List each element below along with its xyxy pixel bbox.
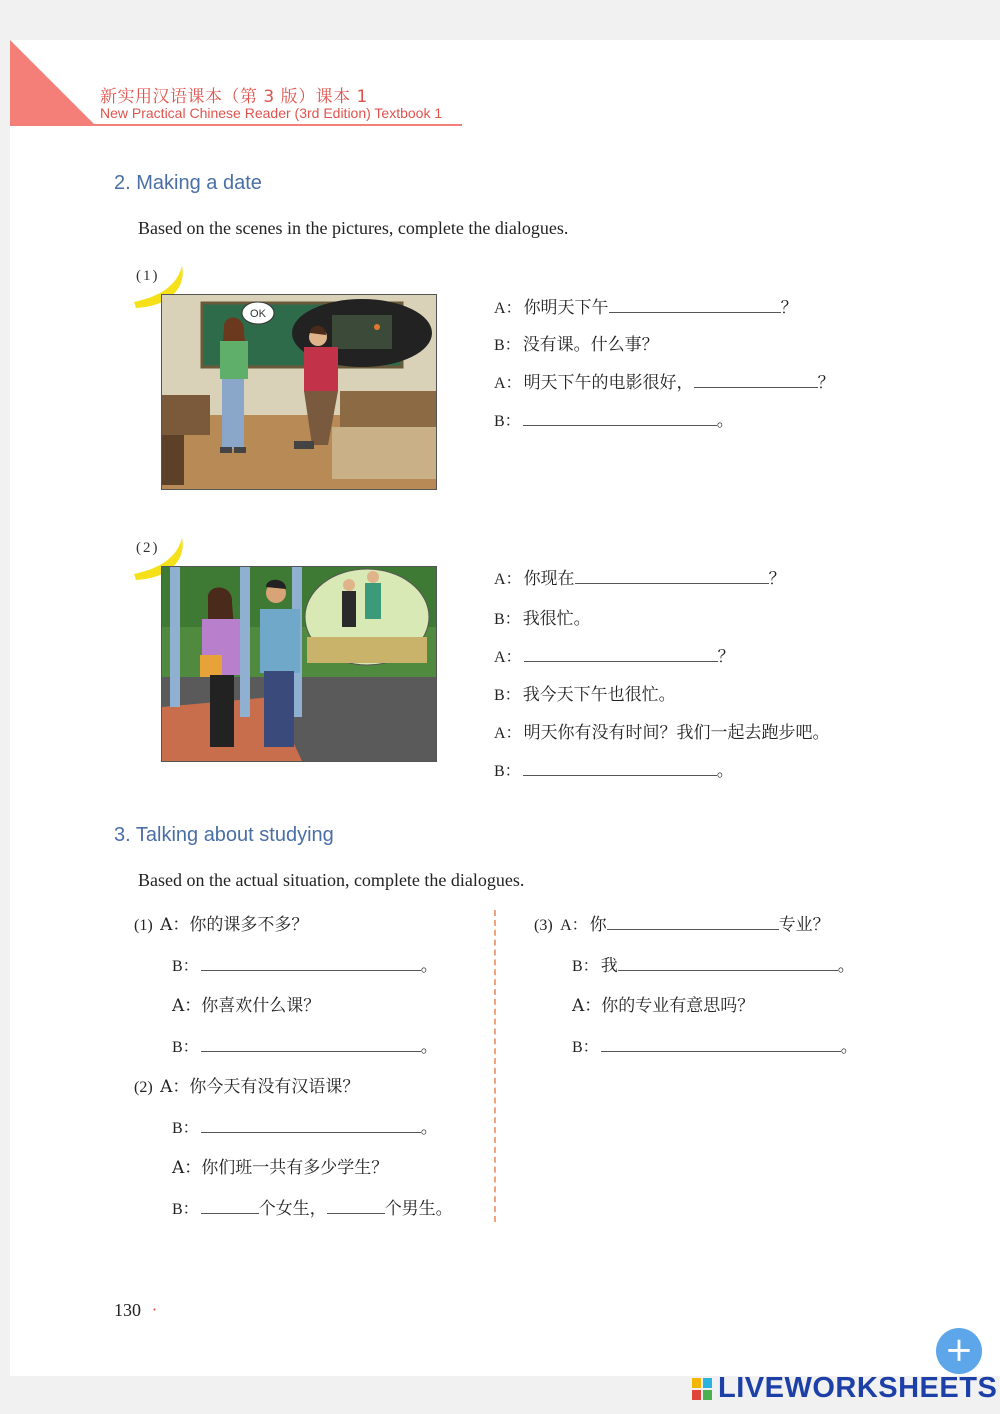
speaker-label: B：	[494, 687, 521, 704]
answer-blank[interactable]	[201, 1114, 421, 1133]
q3-line-a1	[534, 910, 830, 935]
line-text: 个女生，	[258, 1199, 327, 1219]
line-text: 明天你有没有时间？我们一起去跑步吧。	[523, 723, 830, 743]
line-text: 个男生。	[384, 1199, 453, 1219]
speaker-label: A：	[560, 917, 588, 934]
line-end: 。	[420, 1037, 438, 1057]
header-title-en: New Practical Chinese Reader (3rd Edition) Textbook 1	[100, 105, 443, 121]
line-text: 我今天下午也很忙。	[522, 685, 676, 705]
speaker-label: A：	[494, 375, 522, 392]
speaker-label: B：	[172, 1201, 199, 1218]
answer-blank[interactable]	[523, 407, 717, 426]
speech-bubble-text: OK	[250, 308, 266, 320]
speaker-label: A：	[494, 571, 522, 588]
column-divider	[494, 910, 496, 1222]
section-2-title: 2. Making a date	[114, 172, 262, 194]
scene-1-illustration	[161, 294, 437, 490]
q1-line-a2	[172, 991, 320, 1016]
line-text: 没有课。什么事？	[522, 335, 659, 355]
scene-1-line-4	[494, 406, 734, 431]
line-end: 。	[840, 1037, 858, 1057]
q1-line-b1	[172, 951, 438, 976]
section-2-instruction: Based on the scenes in the pictures, complete the dialogues.	[138, 218, 569, 238]
header-title-cn: 新实用汉语课本（第 3 版）课本 1	[100, 87, 368, 107]
question-label: (3)	[534, 917, 553, 934]
speaker-label: A：	[494, 300, 522, 317]
line-text: A：你喜欢什么课？	[172, 996, 321, 1016]
scene-2-line-1	[494, 564, 786, 589]
page-number-dot: ·	[152, 1300, 158, 1319]
header-underline	[10, 124, 462, 126]
answer-blank[interactable]	[618, 952, 838, 971]
q3-line-b2	[572, 1032, 858, 1057]
section-3-title: 3. Talking about studying	[114, 824, 334, 846]
q3-line-b1	[572, 951, 855, 976]
speaker-label: B：	[572, 1039, 599, 1056]
question-label: (2)	[134, 1079, 153, 1096]
scene-2-label: (2)	[136, 540, 160, 556]
line-end: ？	[817, 373, 835, 393]
q1-line-b2	[172, 1032, 438, 1057]
answer-blank[interactable]	[607, 911, 779, 930]
scene-1-line-3	[494, 368, 835, 393]
speaker-label: A：	[494, 725, 522, 742]
speaker-label: B：	[494, 413, 521, 430]
question-label: (1)	[134, 917, 153, 934]
q1-line-a1	[134, 910, 308, 935]
line-end: ？	[768, 569, 786, 589]
header-corner-decoration	[10, 40, 100, 126]
line-end: ？	[780, 298, 798, 318]
q3-line-a2	[572, 991, 754, 1016]
line-text: 你现在	[523, 569, 575, 589]
speaker-label: A：	[494, 649, 522, 666]
q2-line-b1	[172, 1113, 438, 1138]
speaker-label: B：	[172, 958, 199, 975]
line-end: 。	[837, 956, 855, 976]
line-end: 。	[420, 1118, 438, 1138]
q2-line-a1	[134, 1072, 359, 1097]
answer-blank[interactable]	[327, 1195, 385, 1214]
answer-blank[interactable]	[523, 757, 717, 776]
line-text: 我	[600, 956, 618, 976]
scene-2-line-4	[494, 680, 676, 705]
line-text: A：你今天有没有汉语课？	[160, 1077, 360, 1097]
street-scene-image	[162, 567, 436, 761]
answer-blank[interactable]	[201, 952, 421, 971]
speaker-label: B：	[494, 337, 521, 354]
classroom-scene-image	[162, 295, 436, 489]
answer-blank[interactable]	[694, 369, 818, 388]
line-end: 。	[716, 411, 734, 431]
scene-1-label: (1)	[136, 268, 160, 284]
line-text: 我很忙。	[522, 609, 591, 629]
scene-1-line-1	[494, 293, 798, 318]
answer-blank[interactable]	[609, 294, 781, 313]
line-end: ？	[717, 647, 735, 667]
scene-2-line-5	[494, 718, 830, 743]
line-end: 。	[420, 956, 438, 976]
page-number: 130	[114, 1300, 141, 1320]
add-button[interactable]: +	[936, 1328, 982, 1374]
answer-blank[interactable]	[201, 1195, 259, 1214]
liveworksheets-logo-icon	[692, 1378, 712, 1400]
q2-line-b2	[172, 1194, 453, 1219]
answer-blank[interactable]	[601, 1033, 841, 1052]
scene-2-line-6	[494, 756, 734, 781]
line-text: A：你的专业有意思吗？	[572, 996, 755, 1016]
scene-2-line-2	[494, 604, 591, 629]
liveworksheets-brand: LIVEWORKSHEETS	[718, 1372, 998, 1404]
scene-2-illustration	[161, 566, 437, 762]
scene-2-line-3	[494, 642, 735, 667]
speaker-label: B：	[494, 763, 521, 780]
answer-blank[interactable]	[201, 1033, 421, 1052]
speaker-label: B：	[172, 1120, 199, 1137]
answer-blank[interactable]	[524, 643, 718, 662]
line-text: 明天下午的电影很好，	[523, 373, 694, 393]
speaker-label: B：	[494, 611, 521, 628]
line-text: 你明天下午	[523, 298, 609, 318]
section-3-instruction: Based on the actual situation, complete the dialogues.	[138, 870, 525, 890]
answer-blank[interactable]	[575, 565, 769, 584]
q2-line-a2	[172, 1153, 388, 1178]
line-text: A：你们班一共有多少学生？	[172, 1158, 389, 1178]
line-text: 你	[589, 915, 607, 935]
line-text: A：你的课多不多？	[160, 915, 309, 935]
speaker-label: B：	[572, 958, 599, 975]
textbook-page	[10, 40, 1000, 1376]
line-end: 专业？	[778, 915, 830, 935]
scene-1-line-2	[494, 330, 659, 355]
line-end: 。	[716, 761, 734, 781]
speaker-label: B：	[172, 1039, 199, 1056]
